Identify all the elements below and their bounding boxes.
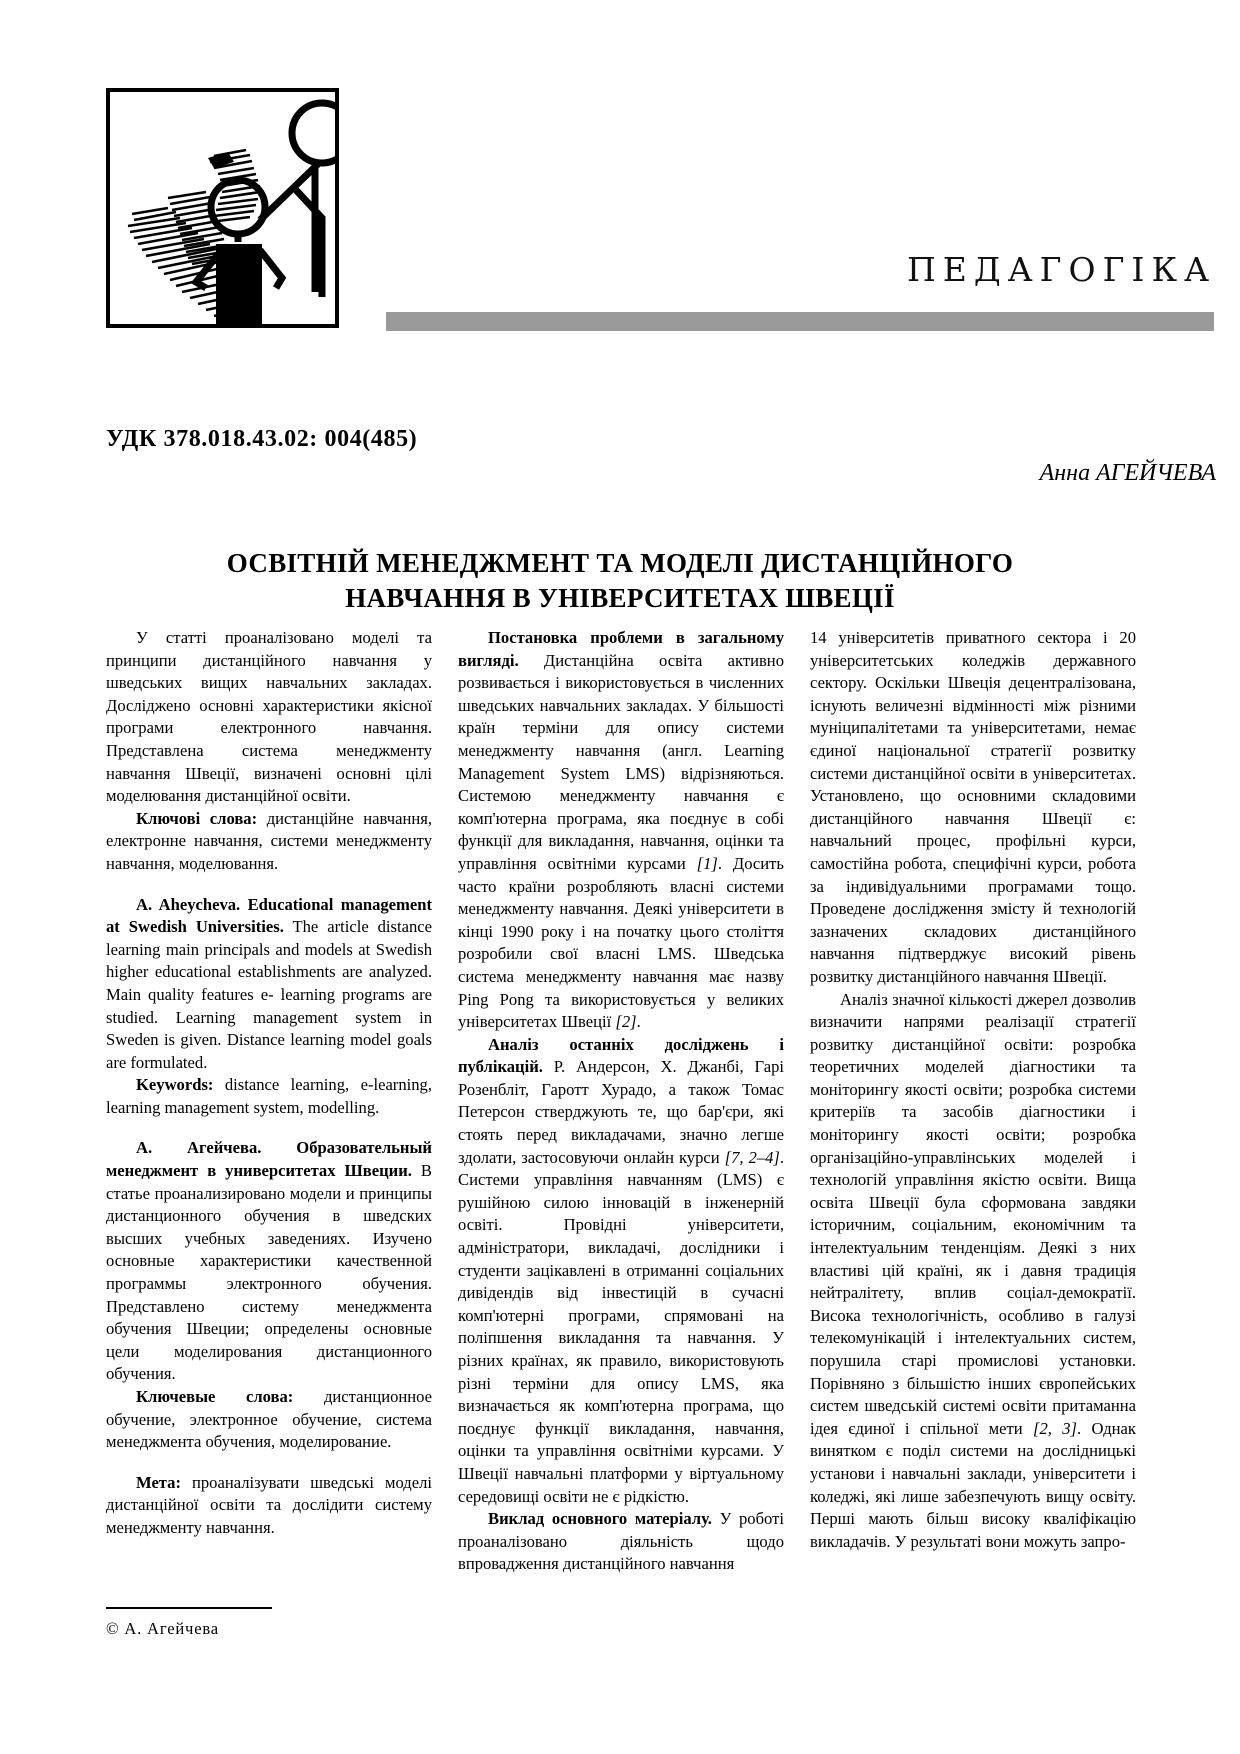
header-accent-bar — [386, 312, 1214, 331]
page-header — [0, 0, 1240, 350]
page-title — [120, 546, 1120, 616]
reference-1: [1] — [685, 853, 718, 873]
abstract-ru-text: В статье проанализировано модели и принципы дистанционного обучения в шведских высших учебных заведениях. Изучено основные характеристики качественной программы электронного обучения. Представлено систему менеджмента обучения Швеции; определены основные цели моделирования дистанционного обучения. — [106, 1161, 432, 1384]
body-paragraph-2b: . Однак винятком є поділ системи на дослідницькі установи і навчальні заклади, університети і коледжі, які лише забезпечують вищу освіту. Перші мають більш високу кваліфікацію викладачів. У результаті вони можуть запро- — [810, 1418, 1136, 1551]
footnote-block — [106, 1607, 436, 1639]
abstract-ru — [106, 1137, 432, 1386]
abstract-en-text: The article distance learning main principals and models at Swedish higher educational establishments are analyzed. Main quality features e- learning programs are studied. Learning management system in Sweden is given. Distance learning model goals are formulated. — [106, 917, 432, 1072]
keywords-en — [106, 1074, 432, 1119]
goal-text: проаналізувати шведські моделі дистанційної освіти та дослідити систему менеджменту навчання. — [106, 1472, 432, 1537]
section-main-text: У роботі проаналізовано діяльність щодо впровадження дистанційного навчання — [458, 1509, 784, 1574]
footnote-divider — [106, 1607, 272, 1609]
column-abstracts — [106, 627, 433, 1537]
body-paragraph-2a: Аналіз значної кількості джерел дозволив визначити напрями реалізації стратегії розвитку дистанційної освіти: розробка теоретичних моделей діагностики та моніторингу якості освіти; розробка системи критеріїв та засобів діагностики і моніторингу якості освіти; розробка організаційно-управлінських моделей і технологій управління якістю освіти. Вища освіта Швеції була сформована завдяки історичним, соціальним, економічним та інтелектуальним тенденціям. Деякі з них властиві цій країні, як і давня традиція нейтралітету, вплив соціал-демократії. Висока технологічність, особливо в галузі телекомунікацій і інтелектуальних систем, порушила старі промислові установки. Порівняно з більшістю інших європейських систем шведській системі освіти притаманна ідея єдиної і спільної мети — [810, 989, 1136, 1438]
section-main-label: Виклад основного матеріалу. — [488, 1509, 712, 1529]
section-problem-label: Постановка проблеми в загальному вигляді. — [458, 628, 784, 670]
column-body-right — [810, 627, 1136, 1551]
reference-2-3: [2, 3] — [1022, 1418, 1077, 1438]
abstract-en-label: A. Aheycheva. Educational management at Swedish Universities. — [106, 894, 432, 937]
keywords-ru-label: Ключевые слова: — [136, 1387, 294, 1406]
section-problem-text-3: . — [636, 1012, 641, 1032]
section-problem-text-2: . Досить часто країни розробляють власні системи менеджменту навчання. Деякі університети в кінці 1990 року і на початку цього століття розробили свої власні LMS. Шведська система менеджменту навчання має назву Ping Pong та використовується у великих університетах Швеції — [458, 853, 784, 1032]
goal-label: Мета: — [136, 1472, 181, 1492]
body-paragraph-2 — [810, 989, 1136, 1554]
keywords-ru — [106, 1386, 432, 1454]
section-literature-analysis — [458, 1034, 784, 1508]
book-and-figures-icon — [110, 92, 335, 324]
udc-code: УДК 378.018.43.02: 004(485) — [106, 426, 418, 452]
section-problem-text: Дистанційна освіта активно розвивається і використовується в численних шведських навчальних закладах. У більшості країн терміни для опису системи менеджменту навчання (англ. Learning Management System LMS) відрізняються. Системою менеджменту навчання є комп'ютерна програма, яка поєднує в собі функції для викладання, навчання, оцінки та управління освітніми курсами — [458, 650, 784, 873]
body-paragraph-1: 14 університетів приватного сектора і 20 університетських коледжів державного сектору. Оскільки Швеція децентралізована, існують величезні відмінності між різними муніципалітетами та університетами, немає єдиної національної стратегії розвитку системи дистанційної освіти в університетах. Установлено, що основними складовими дистанційного навчання Швеції є: навчальний процес, профільні курси, самостійна робота, специфічні курси, робота за індивідуальними програмами тощо. Проведене дослідження змісту й технологій зазначених складових дистанційного навчання підтверджує високий рівень розвитку дистанційного навчання Швеції. — [810, 628, 1136, 986]
title-line-2: НАВЧАННЯ В УНІВЕРСИТЕТАХ ШВЕЦІЇ — [345, 583, 895, 614]
section-problem-statement — [458, 627, 784, 1034]
abstract-ua: У статті проаналізовано моделі та принципи дистанційного навчання у шведських вищих навчальних закладах. Досліджено основні характеристики якісної програми електронного навчання. Представлена система менеджменту навчання Швеції, визначені основні цілі моделювання дистанційної освіти. — [106, 628, 432, 806]
section-main-material — [458, 1508, 784, 1576]
section-literature-text: Р. Андерсон, Х. Джанбі, Гарі Розенбліт, Гаротт Хурадо, а також Томас Петерсон стверджують те, що бар'єри, які стоять перед викладачами, значно легше здолати, застосовуючи онлайн курси — [458, 1057, 784, 1167]
copyright-notice: © А. Агейчева — [106, 1619, 219, 1638]
title-line-1: ОСВІТНІЙ МЕНЕДЖМЕНТ ТА МОДЕЛІ ДИСТАНЦІЙНОГО — [226, 548, 1014, 579]
keywords-ua-label: Ключові слова: — [136, 808, 258, 828]
author-name: Анна АГЕЙЧЕВА — [1039, 460, 1216, 486]
section-title: ПЕДАГОГІКА — [906, 250, 1216, 289]
journal-logo-illustration — [106, 88, 339, 328]
keywords-en-text: distance learning, e-learning, learning management system, modelling. — [106, 1075, 432, 1117]
abstract-ru-label: А. Агейчева. Образовательный менеджмент в университетах Швеции. — [106, 1138, 432, 1181]
keywords-ru-text: дистанционное обучение, электронное обучение, система менеджмента обучения, моделирование. — [106, 1387, 433, 1452]
abstract-en — [106, 894, 432, 1075]
reference-7: [7, 2–4] — [719, 1147, 780, 1167]
article-body — [106, 627, 1136, 1574]
keywords-ua-text: дистанційне навчання, електронне навчання, системи менеджменту навчання, моделювання. — [106, 808, 432, 873]
reference-2: [2] — [611, 1012, 637, 1032]
section-literature-text-2: . Системи управління навчанням (LMS) є рушійною силою інновацій в інженерній освіті. Провідні університети, адміністратори, викладачі, дослідники і студенти зацікавлені в отриманні соціальних дивідендів від інвестицій в сучасні комп'ютерні програми, спрямовані на поліпшення викладання та навчання. У різних країнах, як правило, використовують різні терміни для опису LMS, яка визначається як комп'ютерна програма, що поєднує функції викладання, навчання, оцінки та управління освітніми курсами. У Швеції навчальні платформи у віртуальному середовищі освіти не є рідкістю. — [458, 1147, 784, 1506]
goal-paragraph — [106, 1472, 432, 1540]
column-body-left — [458, 627, 784, 1574]
keywords-ua — [106, 808, 432, 876]
section-literature-label: Аналіз останніх досліджень і публікацій. — [458, 1034, 784, 1077]
keywords-en-label: Keywords: — [136, 1075, 214, 1095]
